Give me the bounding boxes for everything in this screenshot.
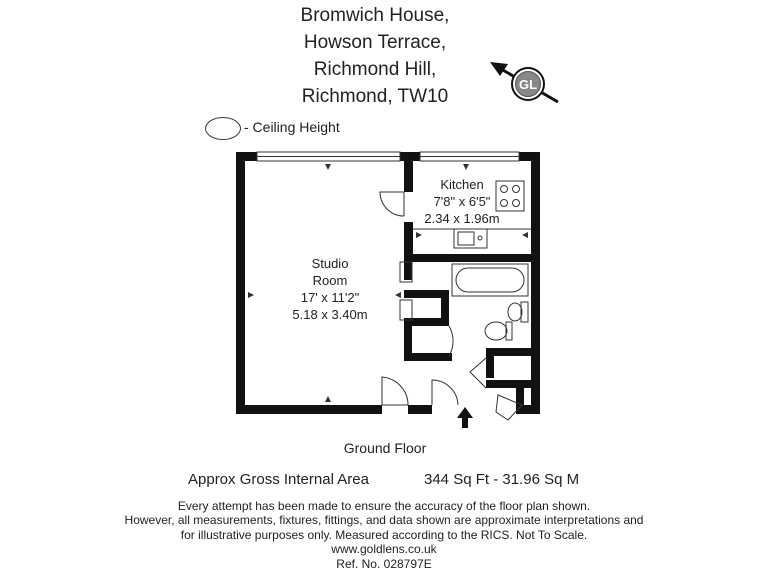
disclaimer xyxy=(60,499,708,571)
floor-label: Ground Floor xyxy=(343,440,427,456)
kitchen-name: Kitchen xyxy=(440,177,484,192)
address-line-2: Howson Terrace, xyxy=(303,32,447,53)
reference-number: Ref. No. 028797E xyxy=(336,556,432,571)
gross-area-value: 344 Sq Ft - 31.96 Sq M xyxy=(424,471,580,488)
ceiling-height-legend: - Ceiling Height xyxy=(244,119,340,135)
studio-metric-size: 5.18 x 3.40m xyxy=(292,307,368,322)
disclaimer-line-3: for illustrative purposes only. Measured according to the RICS. Not To Scale. xyxy=(180,527,588,542)
address-line-1: Bromwich House, xyxy=(300,5,450,26)
kitchen-imperial-size: 7'8" x 6'5" xyxy=(433,194,491,209)
disclaimer-line-2: However, all measurements, fixtures, fittings, and data shown are approximate interpretations and xyxy=(124,513,644,528)
kitchen-metric-size: 2.34 x 1.96m xyxy=(424,211,500,226)
compass-label: GL xyxy=(518,77,538,92)
kitchen-label xyxy=(408,176,516,227)
studio-room-label xyxy=(270,255,390,323)
entrance-arrow-icon xyxy=(457,407,473,428)
studio-name-line-1: Studio xyxy=(311,256,349,271)
address-line-3: Richmond Hill, xyxy=(313,59,437,80)
bathroom-fixtures xyxy=(452,264,528,340)
disclaimer-line-1: Every attempt has been made to ensure the accuracy of the floor plan shown. xyxy=(177,499,591,513)
website-url: www.goldlens.co.uk xyxy=(331,542,437,557)
gross-area-label: Approx Gross Internal Area xyxy=(188,471,369,488)
window-frames xyxy=(257,152,519,161)
studio-imperial-size: 17' x 11'2" xyxy=(300,290,360,305)
studio-name-line-2: Room xyxy=(312,273,348,288)
address-line-4: Richmond, TW10 xyxy=(301,86,449,107)
